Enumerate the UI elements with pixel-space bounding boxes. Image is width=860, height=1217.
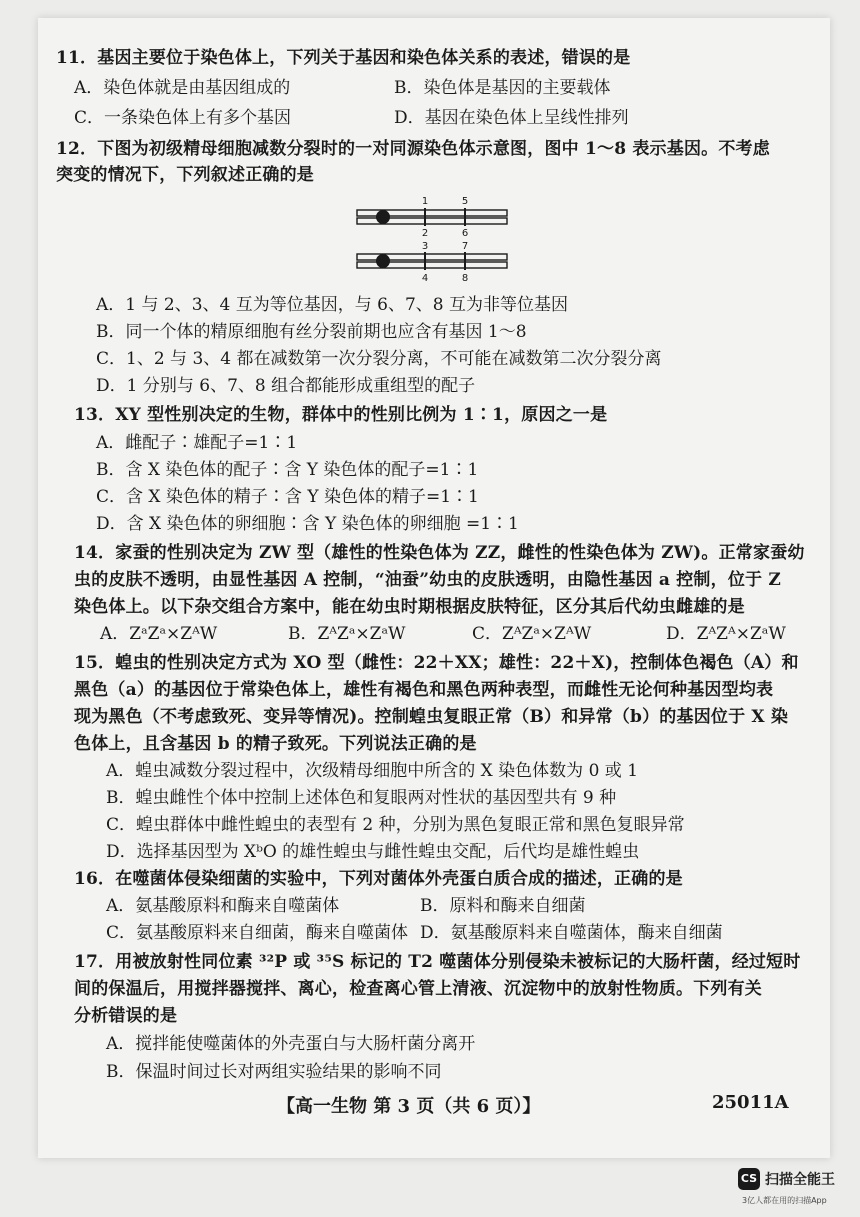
q15-stem-line2: 黑色（a）的基因位于常染色体上，雄性有褐色和黑色两种表型，而雌性无论何种基因型均表 (74, 680, 774, 700)
q17-option-a: A．搅拌能使噬菌体的外壳蛋白与大肠杆菌分离开 (106, 1034, 476, 1054)
q11-option-a: A．染色体就是由基因组成的 (74, 78, 291, 98)
q14-option-d: D．ZᴬZᴬ×ZᵃW (666, 624, 786, 644)
centromere-lower (376, 254, 390, 268)
scanner-tagline: 3亿人都在用的扫描App (742, 1196, 827, 1205)
q14-option-b: B．ZᴬZᵃ×ZᵃW (288, 624, 406, 644)
q15-option-b: B．蝗虫雌性个体中控制上述体色和复眼两对性状的基因型共有 9 种 (106, 788, 617, 808)
gene-label-1: 1 (421, 196, 429, 207)
footer-page-info: 【高一生物 第 3 页（共 6 页）】 (277, 1096, 541, 1117)
q13-option-b: B．含 X 染色体的配子∶含 Y 染色体的配子=1∶1 (96, 460, 479, 480)
gene-label-2: 2 (421, 228, 429, 239)
q11-option-d: D．基因在染色体上呈线性排列 (394, 108, 629, 128)
q15-option-a: A．蝗虫减数分裂过程中，次级精母细胞中所含的 X 染色体数为 0 或 1 (106, 761, 639, 781)
q16-option-a: A．氨基酸原料和酶来自噬菌体 (106, 896, 340, 916)
q11-stem: 11．基因主要位于染色体上，下列关于基因和染色体关系的表述，错误的是 (56, 48, 631, 68)
q13-option-c: C．含 X 染色体的精子∶含 Y 染色体的精子=1∶1 (96, 487, 479, 507)
q16-stem: 16．在噬菌体侵染细菌的实验中，下列对菌体外壳蛋白质合成的描述，正确的是 (74, 869, 683, 889)
q14-stem-line2: 虫的皮肤不透明，由显性基因 A 控制，“油蚕”幼虫的皮肤透明，由隐性基因 a 控制，位于 Z (74, 570, 781, 590)
q15-stem-line4: 色体上，且含基因 b 的精子致死。下列说法正确的是 (74, 734, 477, 754)
q17-stem-line2: 间的保温后，用搅拌器搅拌、离心，检查离心管上清液、沉淀物中的放射性物质。下列有关 (74, 979, 762, 999)
q13-option-a: A．雌配子∶雄配子=1∶1 (96, 433, 298, 453)
scanner-app-name: 扫描全能王 (765, 1172, 835, 1188)
gene-label-5: 5 (461, 196, 469, 207)
q17-stem-line1: 17．用被放射性同位素 ³²P 或 ³⁵S 标记的 T2 噬菌体分别侵染未被标记的大肠杆菌，经过短时 (74, 952, 801, 972)
q12-option-b: B．同一个体的精原细胞有丝分裂前期也应含有基因 1～8 (96, 322, 527, 342)
gene-label-6: 6 (461, 228, 469, 239)
q14-stem-line3: 染色体上。以下杂交组合方案中，能在幼虫时期根据皮肤特征，区分其后代幼虫雌雄的是 (74, 597, 745, 617)
q12-option-c: C．1、2 与 3、4 都在减数第一次分裂分离，不可能在减数第二次分裂分离 (96, 349, 662, 369)
q15-stem-line1: 15．蝗虫的性别决定方式为 XO 型（雌性：22＋XX；雄性：22＋X)，控制体色褐色（A）和 (74, 653, 799, 673)
q15-option-c: C．蝗虫群体中雌性蝗虫的表型有 2 种，分别为黑色复眼正常和黑色复眼异常 (106, 815, 685, 835)
q13-option-d: D．含 X 染色体的卵细胞∶含 Y 染色体的卵细胞 =1∶1 (96, 514, 519, 534)
q15-stem-line3: 现为黑色（不考虑致死、变异等情况)。控制蝗虫复眼正常（B）和异常（b）的基因位于 X 染 (74, 707, 789, 727)
q16-option-d: D．氨基酸原料来自噬菌体，酶来自细菌 (420, 923, 723, 943)
q12-option-d: D．1 分别与 6、7、8 组合都能形成重组型的配子 (96, 376, 476, 396)
q14-option-c: C．ZᴬZᵃ×ZᴬW (472, 624, 592, 644)
q17-stem-line3: 分析错误的是 (74, 1006, 178, 1026)
q14-stem-line1: 14．家蚕的性别决定为 ZW 型（雄性的性染色体为 ZZ，雌性的性染色体为 ZW)。正常家蚕幼 (74, 543, 805, 563)
camscanner-logo-icon: CS (738, 1168, 760, 1190)
q14-option-a: A．ZᵃZᵃ×ZᴬW (100, 624, 218, 644)
q12-stem-line1: 12．下图为初级精母细胞减数分裂时的一对同源染色体示意图，图中 1～8 表示基因。不考虑 (56, 139, 770, 159)
centromere-upper (376, 210, 390, 224)
homologous-chromosome-diagram (355, 192, 515, 288)
q13-stem: 13．XY 型性别决定的生物，群体中的性别比例为 1∶1，原因之一是 (74, 405, 608, 425)
q11-option-b: B．染色体是基因的主要载体 (394, 78, 611, 98)
q12-option-a: A．1 与 2、3、4 互为等位基因，与 6、7、8 互为非等位基因 (96, 295, 569, 315)
q17-option-b: B．保温时间过长对两组实验结果的影响不同 (106, 1062, 442, 1082)
q12-stem-line2: 突变的情况下，下列叙述正确的是 (56, 165, 314, 185)
footer-exam-code: 25011A (712, 1092, 789, 1113)
gene-label-3: 3 (421, 241, 429, 252)
q11-option-c: C．一条染色体上有多个基因 (74, 108, 292, 128)
gene-label-7: 7 (461, 241, 469, 252)
gene-label-8: 8 (461, 273, 469, 284)
q16-option-c: C．氨基酸原料来自细菌，酶来自噬菌体 (106, 923, 409, 943)
q15-option-d: D．选择基因型为 XᵇO 的雄性蝗虫与雌性蝗虫交配，后代均是雄性蝗虫 (106, 842, 640, 862)
q16-option-b: B．原料和酶来自细菌 (420, 896, 586, 916)
gene-label-4: 4 (421, 273, 429, 284)
